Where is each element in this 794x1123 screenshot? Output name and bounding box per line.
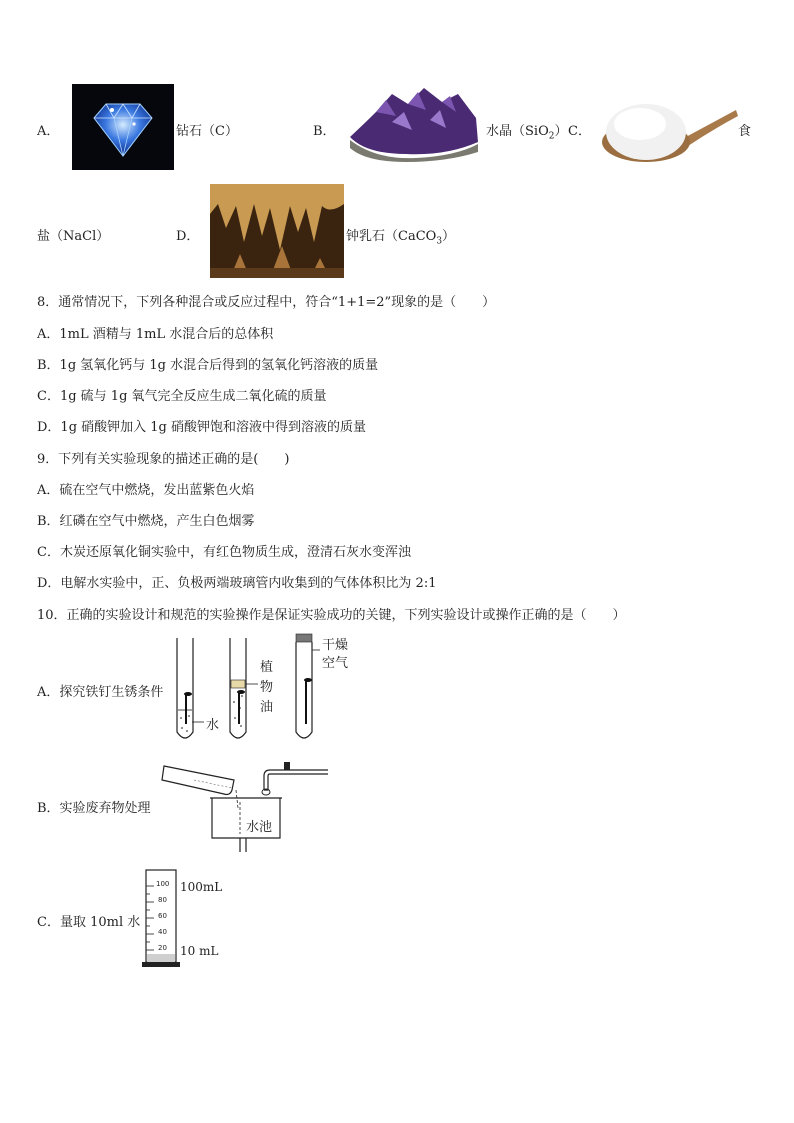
diamond-icon — [72, 84, 174, 170]
q10-option-b: B．实验废弃物处理 — [37, 801, 151, 816]
q8-option-a: A．1mL 酒精与 1mL 水混合后的总体积 — [37, 327, 274, 342]
label-sink: 水池 — [246, 820, 273, 835]
q8-option-d: D．1g 硝酸钾加入 1g 硝酸钾饱和溶液中得到溶液的质量 — [37, 420, 367, 435]
q7-option-a-text: 钻石（C） — [176, 124, 238, 139]
q7-option-c-text-part1: 食 — [738, 124, 752, 139]
label-oil-1: 植 — [260, 660, 274, 675]
label-water: 水 — [206, 718, 220, 733]
q10-option-c: C．量取 10ml 水 — [37, 915, 141, 930]
q8-option-b: B．1g 氢氧化钙与 1g 水混合后得到的氢氧化钙溶液的质量 — [37, 358, 379, 373]
amethyst-crystal-icon — [346, 82, 482, 162]
q10-option-a: A．探究铁钉生锈条件 — [37, 685, 164, 700]
q10-stem: 10．正确的实验设计和规范的实验操作是保证实验成功的关键，下列实验设计或操作正确的是（ ） — [37, 608, 626, 623]
label-oil-3: 油 — [260, 700, 274, 715]
q9-option-c: C．木炭还原氧化铜实验中，有红色物质生成，澄清石灰水变浑浊 — [37, 545, 411, 560]
tick-40: 40 — [158, 928, 167, 936]
label-100ml: 100mL — [180, 880, 223, 894]
label-10ml: 10 mL — [180, 944, 219, 958]
q9-option-d: D．电解水实验中，正、负极两端玻璃管内收集到的气体体积比为 2:1 — [37, 576, 437, 591]
label-dry-air-1: 干燥 — [322, 638, 349, 653]
q7-option-b-text: 水晶（SiO$_2$） — [486, 124, 568, 142]
stalactite-cave-icon — [210, 184, 344, 278]
tick-60: 60 — [158, 912, 167, 920]
salt-spoon-icon — [600, 94, 740, 166]
tick-100: 100 — [156, 880, 170, 888]
q9-stem: 9．下列有关实验现象的描述正确的是( ) — [37, 452, 290, 467]
iron-nail-rust-apparatus — [172, 632, 352, 746]
q8-option-c: C．1g 硫与 1g 氧气完全反应生成二氧化硫的质量 — [37, 389, 327, 404]
waste-disposal-sink-diagram — [160, 758, 332, 854]
q7-option-c-text-part2: 盐（NaCl） — [37, 229, 110, 244]
q7-option-a-letter: A． — [37, 124, 60, 139]
q9-option-a: A．硫在空气中燃烧，发出蓝紫色火焰 — [37, 483, 255, 498]
q7-option-b-letter: B． — [313, 124, 336, 139]
q8-stem: 8．通常情况下，下列各种混合或反应过程中，符合“1+1=2”现象的是（ ） — [37, 295, 496, 310]
q7-option-d-text: 钟乳石（CaCO$_3$） — [346, 229, 456, 247]
tick-80: 80 — [158, 896, 167, 904]
tick-20: 20 — [158, 944, 167, 952]
label-dry-air-2: 空气 — [322, 656, 349, 671]
graduated-cylinder-diagram — [140, 866, 240, 970]
q7-option-c-letter: C． — [568, 124, 591, 139]
q9-option-b: B．红磷在空气中燃烧，产生白色烟雾 — [37, 514, 255, 529]
q7-option-d-letter: D． — [176, 229, 200, 244]
label-oil-2: 物 — [260, 680, 274, 695]
